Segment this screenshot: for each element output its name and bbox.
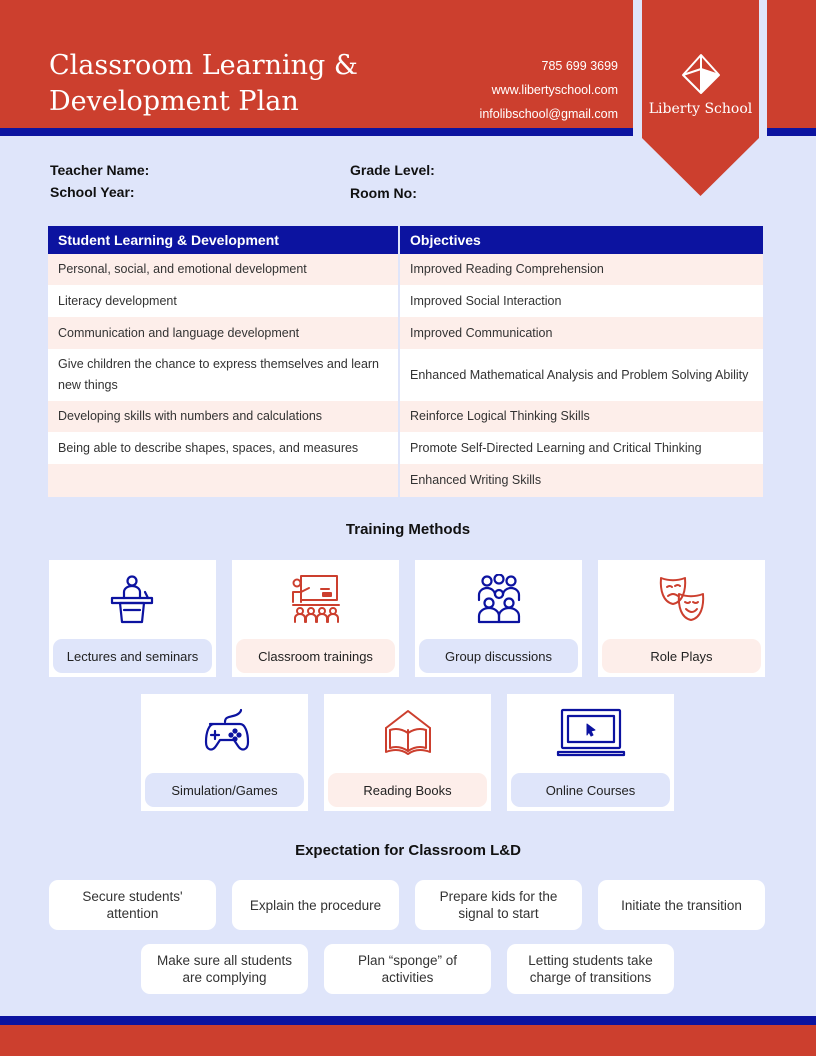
training-label: Classroom trainings bbox=[236, 639, 395, 673]
training-card-reading bbox=[324, 694, 491, 811]
column-header-learning: Student Learning & Development bbox=[48, 226, 399, 254]
table-row bbox=[48, 432, 763, 464]
school-year-label: School Year: bbox=[50, 184, 135, 200]
lectern-speaker-icon bbox=[108, 574, 158, 624]
table-row bbox=[48, 254, 763, 285]
training-label: Online Courses bbox=[511, 773, 670, 807]
page-title: Classroom Learning & Development Plan bbox=[49, 50, 358, 117]
teacher-name-label: Teacher Name: bbox=[50, 162, 150, 178]
training-label: Group discussions bbox=[419, 639, 578, 673]
contact-info bbox=[480, 54, 618, 126]
table-cell: Personal, social, and emotional development bbox=[48, 254, 399, 285]
training-card-group bbox=[415, 560, 582, 677]
table-cell: Communication and language development bbox=[48, 317, 399, 349]
table-cell: Literacy development bbox=[48, 285, 399, 317]
table-cell: Promote Self-Directed Learning and Critical Thinking bbox=[399, 432, 763, 464]
table-cell: Enhanced Writing Skills bbox=[399, 464, 763, 497]
training-label: Lectures and seminars bbox=[53, 639, 212, 673]
classroom-board-icon bbox=[291, 574, 341, 624]
table-cell: Give children the chance to express themselves and learn new things bbox=[48, 349, 399, 401]
expectation-item: Initiate the transition bbox=[598, 880, 765, 930]
training-card-simulation bbox=[141, 694, 308, 811]
grade-level-label: Grade Level: bbox=[350, 162, 435, 178]
column-header-objectives: Objectives bbox=[399, 226, 763, 254]
gamepad-icon bbox=[200, 708, 250, 758]
table-row bbox=[48, 464, 763, 497]
school-banner bbox=[642, 0, 759, 196]
footer-bar bbox=[0, 1025, 816, 1056]
training-card-roleplays bbox=[598, 560, 765, 677]
table-cell: Reinforce Logical Thinking Skills bbox=[399, 401, 763, 432]
expectation-item: Plan “sponge” of activities bbox=[324, 944, 491, 994]
table-cell: Enhanced Mathematical Analysis and Problem Solving Ability bbox=[399, 349, 763, 401]
table-row bbox=[48, 285, 763, 317]
training-label: Reading Books bbox=[328, 773, 487, 807]
table-cell: Improved Reading Comprehension bbox=[399, 254, 763, 285]
email-link[interactable]: infolibschool@gmail.com bbox=[479, 107, 618, 121]
table-row bbox=[48, 401, 763, 432]
expectation-item: Prepare kids for the signal to start bbox=[415, 880, 582, 930]
school-name: Liberty School bbox=[648, 101, 753, 117]
expectation-title: Expectation for Classroom L&D bbox=[295, 842, 521, 859]
expectation-item: Explain the procedure bbox=[232, 880, 399, 930]
website-link[interactable]: www.libertyschool.com bbox=[491, 83, 618, 97]
table-row bbox=[48, 317, 763, 349]
expectation-item: Letting students take charge of transitions bbox=[507, 944, 674, 994]
phone-number: 785 699 3699 bbox=[541, 59, 618, 73]
open-book-icon bbox=[382, 708, 434, 758]
expectation-item: Make sure all students are complying bbox=[141, 944, 308, 994]
expectation-item: Secure students' attention bbox=[49, 880, 216, 930]
training-methods-title: Training Methods bbox=[345, 521, 471, 538]
training-card-online bbox=[507, 694, 674, 811]
room-no-label: Room No: bbox=[350, 185, 417, 201]
theater-masks-icon bbox=[657, 574, 707, 624]
table-cell bbox=[48, 464, 399, 497]
training-label: Simulation/Games bbox=[145, 773, 304, 807]
footer-stripe bbox=[0, 1016, 816, 1025]
group-people-icon bbox=[473, 574, 525, 624]
laptop-icon bbox=[556, 708, 626, 758]
table-cell: Developing skills with numbers and calculations bbox=[48, 401, 399, 432]
training-label: Role Plays bbox=[602, 639, 761, 673]
development-table bbox=[48, 226, 763, 497]
diamond-logo-icon bbox=[681, 53, 721, 95]
table-row bbox=[48, 349, 763, 401]
training-card-lectures bbox=[49, 560, 216, 677]
table-cell: Improved Social Interaction bbox=[399, 285, 763, 317]
table-header-row bbox=[48, 226, 763, 254]
table-cell: Improved Communication bbox=[399, 317, 763, 349]
training-card-classroom bbox=[232, 560, 399, 677]
table-cell: Being able to describe shapes, spaces, and measures bbox=[48, 432, 399, 464]
